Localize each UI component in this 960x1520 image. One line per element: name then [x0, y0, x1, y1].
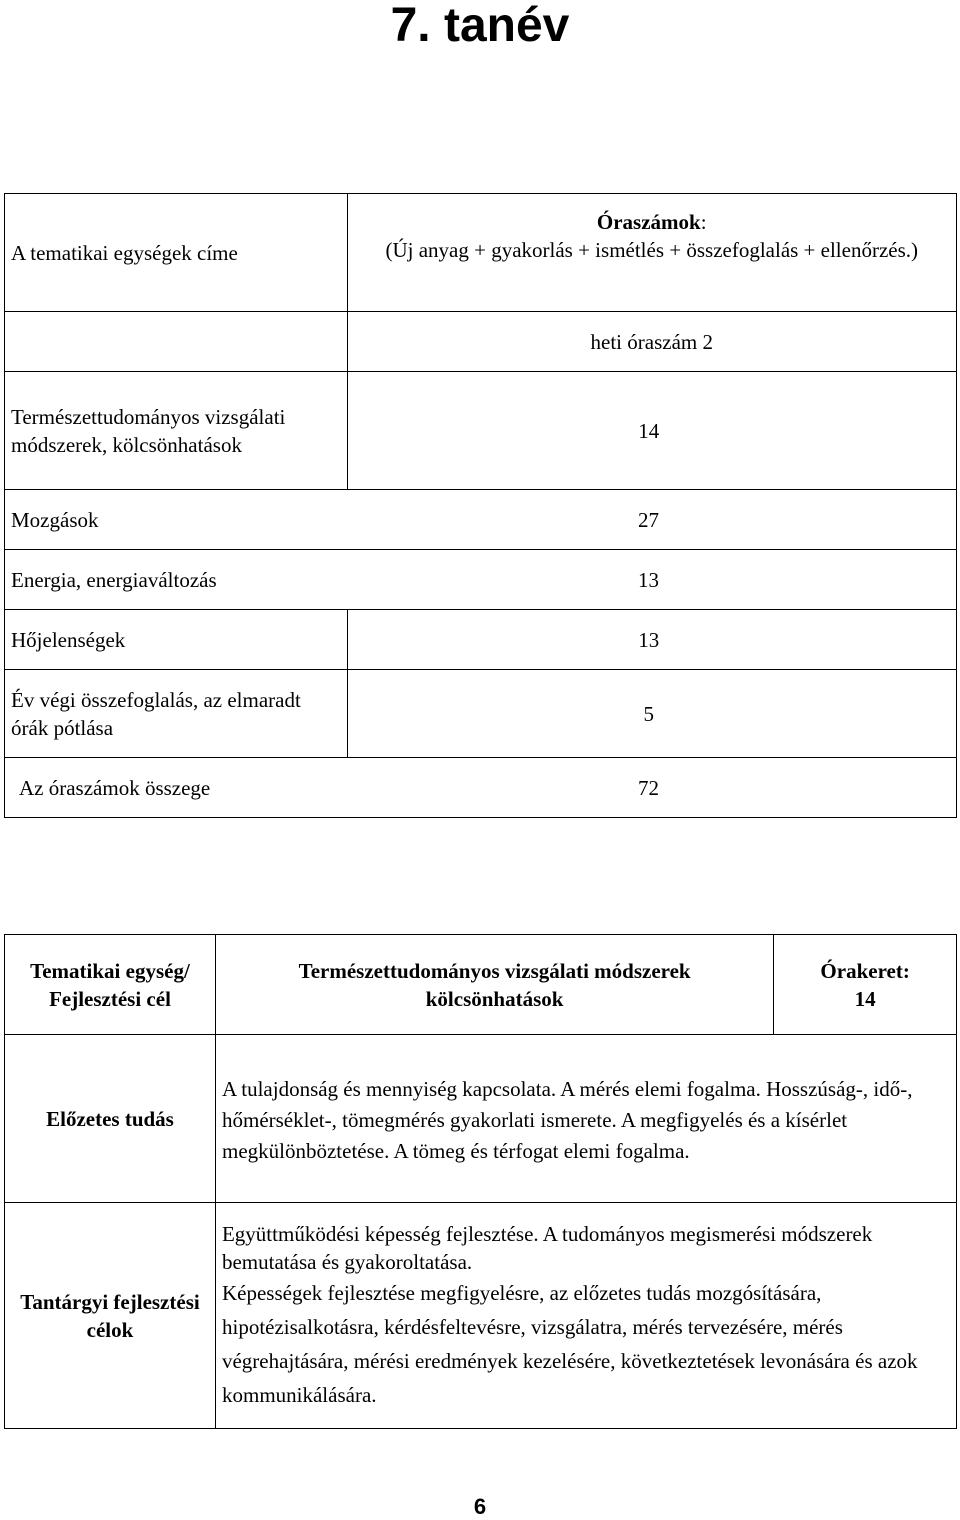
total-value: 72 — [347, 758, 957, 818]
topic-cell: Év végi összefoglalás, az elmaradt órák pótlása — [5, 670, 348, 758]
goals-paragraph-1: Együttműködési képesség fejlesztése. A tudományos megismerési módszerek bemutatása és gyakoroltatása. — [221, 1221, 873, 1274]
hours-header-desc: (Új anyag + gyakorlás + ismétlés + összefoglalás + ellenőrzés.) — [385, 238, 919, 262]
hours-cell: 27 — [347, 490, 957, 550]
unit-header-left-label: Tematikai egység/ Fejlesztési cél — [30, 958, 190, 1011]
table-row — [5, 670, 957, 758]
unit-header-title — [215, 935, 773, 1035]
topic-column-header — [5, 194, 348, 312]
hours-frame-cell — [774, 935, 957, 1035]
unit-header-left — [5, 935, 216, 1035]
prior-knowledge-text — [215, 1035, 956, 1203]
hours-cell: 14 — [347, 372, 957, 490]
goals-text — [215, 1203, 956, 1429]
blank-cell — [5, 312, 348, 372]
hours-cell: 13 — [347, 610, 957, 670]
goals-label — [5, 1203, 216, 1429]
topic-cell: Természettudományos vizsgálati módszerek, kölcsönhatások — [5, 372, 348, 490]
page-number: 6 — [473, 1494, 487, 1519]
prior-knowledge-content: A tulajdonság és mennyiség kapcsolata. A mérés elemi fogalma. Hosszúság-, idő-, hőmérséklet-, tömegmérés gyakorlati ismerete. A megfigyelés és a kísérlet megkülönböztetése. A tömeg és térfogat elemi fogalma. — [221, 1077, 913, 1163]
prior-knowledge-label: Előzetes tudás — [5, 1035, 216, 1203]
page-title: 7. tanév — [390, 0, 570, 52]
hours-header-title: Óraszámok — [596, 210, 701, 234]
hours-table — [4, 193, 957, 818]
weekly-hours-cell — [347, 312, 957, 372]
table-row — [5, 372, 957, 490]
total-row — [5, 758, 957, 818]
table-row — [5, 550, 957, 610]
topic-cell: Energia, energiaváltozás — [5, 550, 348, 610]
topic-column-header-label: A tematikai egységek címe — [11, 240, 238, 265]
total-label: Az óraszámok összege — [5, 758, 348, 818]
hours-cell: 5 — [347, 670, 957, 758]
unit-table — [4, 934, 957, 1429]
hours-cell: 13 — [347, 550, 957, 610]
weekly-hours-label: heti óraszám 2 — [590, 329, 713, 354]
hours-frame-label: Órakeret: — [820, 958, 910, 983]
table-row — [5, 490, 957, 550]
unit-title-label: Természettudományos vizsgálati módszerek kölcsönhatások — [298, 958, 691, 1011]
hours-frame-value: 14 — [854, 986, 876, 1011]
goals-paragraph-2: Képességek fejlesztése megfigyelésre, az előzetes tudás mozgósítására, hipotézisalkotásra, kérdésfeltevésre, vizsgálatra, mérés tervezésére, mérés végrehajtására, mérési eredmények kezelésére, következtetések levonására és azok kommunikálására. — [221, 1280, 918, 1407]
hours-header-colon: : — [700, 210, 707, 234]
table-row — [5, 610, 957, 670]
hours-column-header — [347, 194, 957, 312]
topic-cell: Hőjelenségek — [5, 610, 348, 670]
topic-cell: Mozgások — [5, 490, 348, 550]
goals-label-text: Tantárgyi fejlesztési célok — [20, 1289, 200, 1342]
